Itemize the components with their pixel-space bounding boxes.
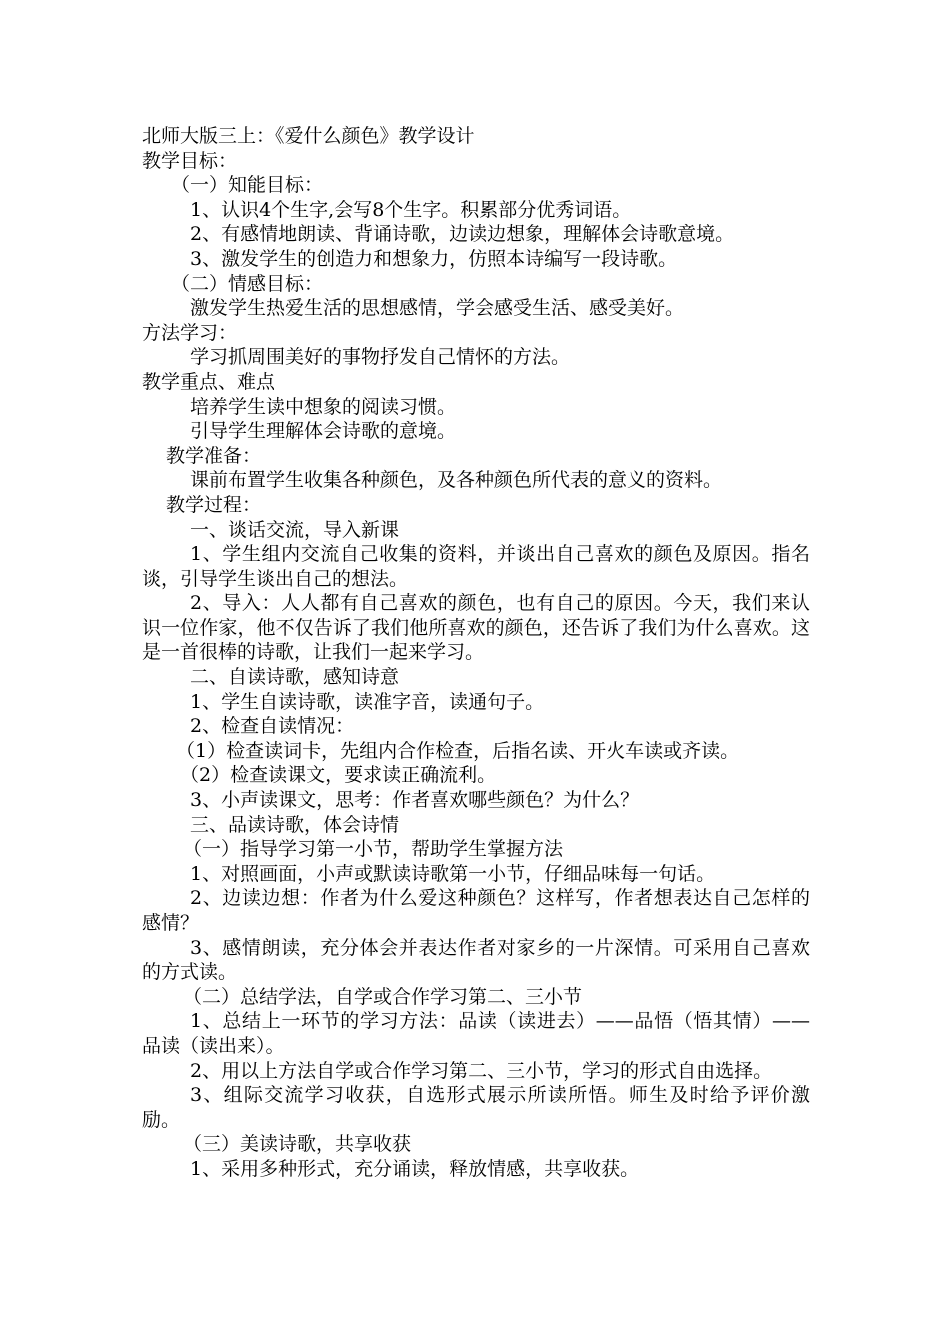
section-2-paragraph-3: 3、小声读课文，思考：作者喜欢哪些颜色？为什么？ bbox=[190, 789, 640, 812]
goals-emotion-heading: （二）情感目标： bbox=[171, 272, 324, 295]
prep-item-1: 课前布置学生收集各种颜色，及各种颜色所代表的意义的资料。 bbox=[190, 469, 723, 492]
section-1-heading: 一、谈话交流，导入新课 bbox=[190, 518, 400, 541]
section-2-subitem-1: （1）检查读词卡，先组内合作检查，后指名读、开火车读或齐读。 bbox=[176, 739, 740, 762]
process-heading: 教学过程： bbox=[166, 493, 262, 516]
keypoints-heading: 教学重点、难点 bbox=[142, 370, 276, 393]
section-3-sub-2-heading: （二）总结学法，自学或合作学习第二、三小节 bbox=[183, 985, 583, 1008]
section-3-sub-3-paragraph-1: 1、采用多种形式，充分诵读，释放情感，共享收获。 bbox=[190, 1157, 640, 1180]
keypoints-item-1: 培养学生读中想象的阅读习惯。 bbox=[190, 395, 457, 418]
document-title: 北师大版三上：《爱什么颜色》教学设计 bbox=[142, 125, 475, 147]
goals-heading: 教学目标： bbox=[142, 149, 238, 172]
goals-knowledge-item-1: 1、认识4个生字,会写8个生字。积累部分优秀词语。 bbox=[190, 198, 632, 221]
section-3-sub-2-paragraph-3: 3、组际交流学习收获，自选形式展示所读所悟。师生及时给予评价激励。 bbox=[142, 1084, 810, 1131]
section-3-sub-2-paragraph-1: 1、总结上一环节的学习方法：品读（读进去）——品悟（悟其情）——品读（读出来）。 bbox=[142, 1010, 810, 1057]
section-2-heading: 二、自读诗歌，感知诗意 bbox=[190, 666, 400, 689]
goals-knowledge-heading: （一）知能目标： bbox=[171, 174, 324, 197]
section-1-paragraph-2: 2、导入：人人都有自己喜欢的颜色，也有自己的原因。今天，我们来认识一位作家，他不仅告诉了我们他所喜欢的颜色，还告诉了我们为什么喜欢。这是一首很棒的诗歌，让我们一起来学习。 bbox=[142, 592, 810, 664]
section-2-paragraph-2: 2、检查自读情况： bbox=[190, 715, 355, 738]
section-3-sub-2-paragraph-2: 2、用以上方法自学或合作学习第二、三小节，学习的形式自由选择。 bbox=[190, 1059, 773, 1082]
section-2-paragraph-1: 1、学生自读诗歌，读准字音，读通句子。 bbox=[190, 690, 545, 713]
section-3-sub-1-paragraph-3: 3、感情朗读，充分体会并表达作者对家乡的一片深情。可采用自己喜欢的方式读。 bbox=[142, 936, 810, 984]
goals-knowledge-item-2: 2、有感情地朗读、背诵诗歌，边读边想象，理解体会诗歌意境。 bbox=[190, 223, 735, 246]
method-item-1: 学习抓周围美好的事物抒发自己情怀的方法。 bbox=[190, 346, 571, 369]
section-2-subitem-2: （2）检查读课文，要求读正确流利。 bbox=[180, 764, 497, 787]
prep-heading: 教学准备： bbox=[166, 444, 262, 467]
goals-emotion-item-1: 激发学生热爱生活的思想感情，学会感受生活、感受美好。 bbox=[190, 297, 685, 320]
section-3-sub-3-heading: （三）美读诗歌，共享收获 bbox=[183, 1133, 412, 1156]
goals-knowledge-item-3: 3、激发学生的创造力和想象力，仿照本诗编写一段诗歌。 bbox=[190, 247, 678, 270]
section-3-sub-1-heading: （一）指导学习第一小节，帮助学生掌握方法 bbox=[183, 838, 564, 861]
keypoints-item-2: 引导学生理解体会诗歌的意境。 bbox=[190, 420, 457, 443]
section-1-paragraph-1: 1、学生组内交流自己收集的资料，并谈出自己喜欢的颜色及原因。指名谈，引导学生谈出自己的想法。 bbox=[142, 543, 810, 590]
section-3-sub-1-paragraph-2: 2、边读边想：作者为什么爱这种颜色？这样写，作者想表达自己怎样的感情？ bbox=[142, 887, 810, 934]
section-3-sub-1-paragraph-1: 1、对照画面，小声或默读诗歌第一小节，仔细品味每一句话。 bbox=[190, 862, 716, 885]
section-3-heading: 三、品读诗歌，体会诗情 bbox=[190, 813, 400, 836]
method-heading: 方法学习： bbox=[142, 321, 238, 344]
document-page bbox=[142, 124, 810, 1182]
